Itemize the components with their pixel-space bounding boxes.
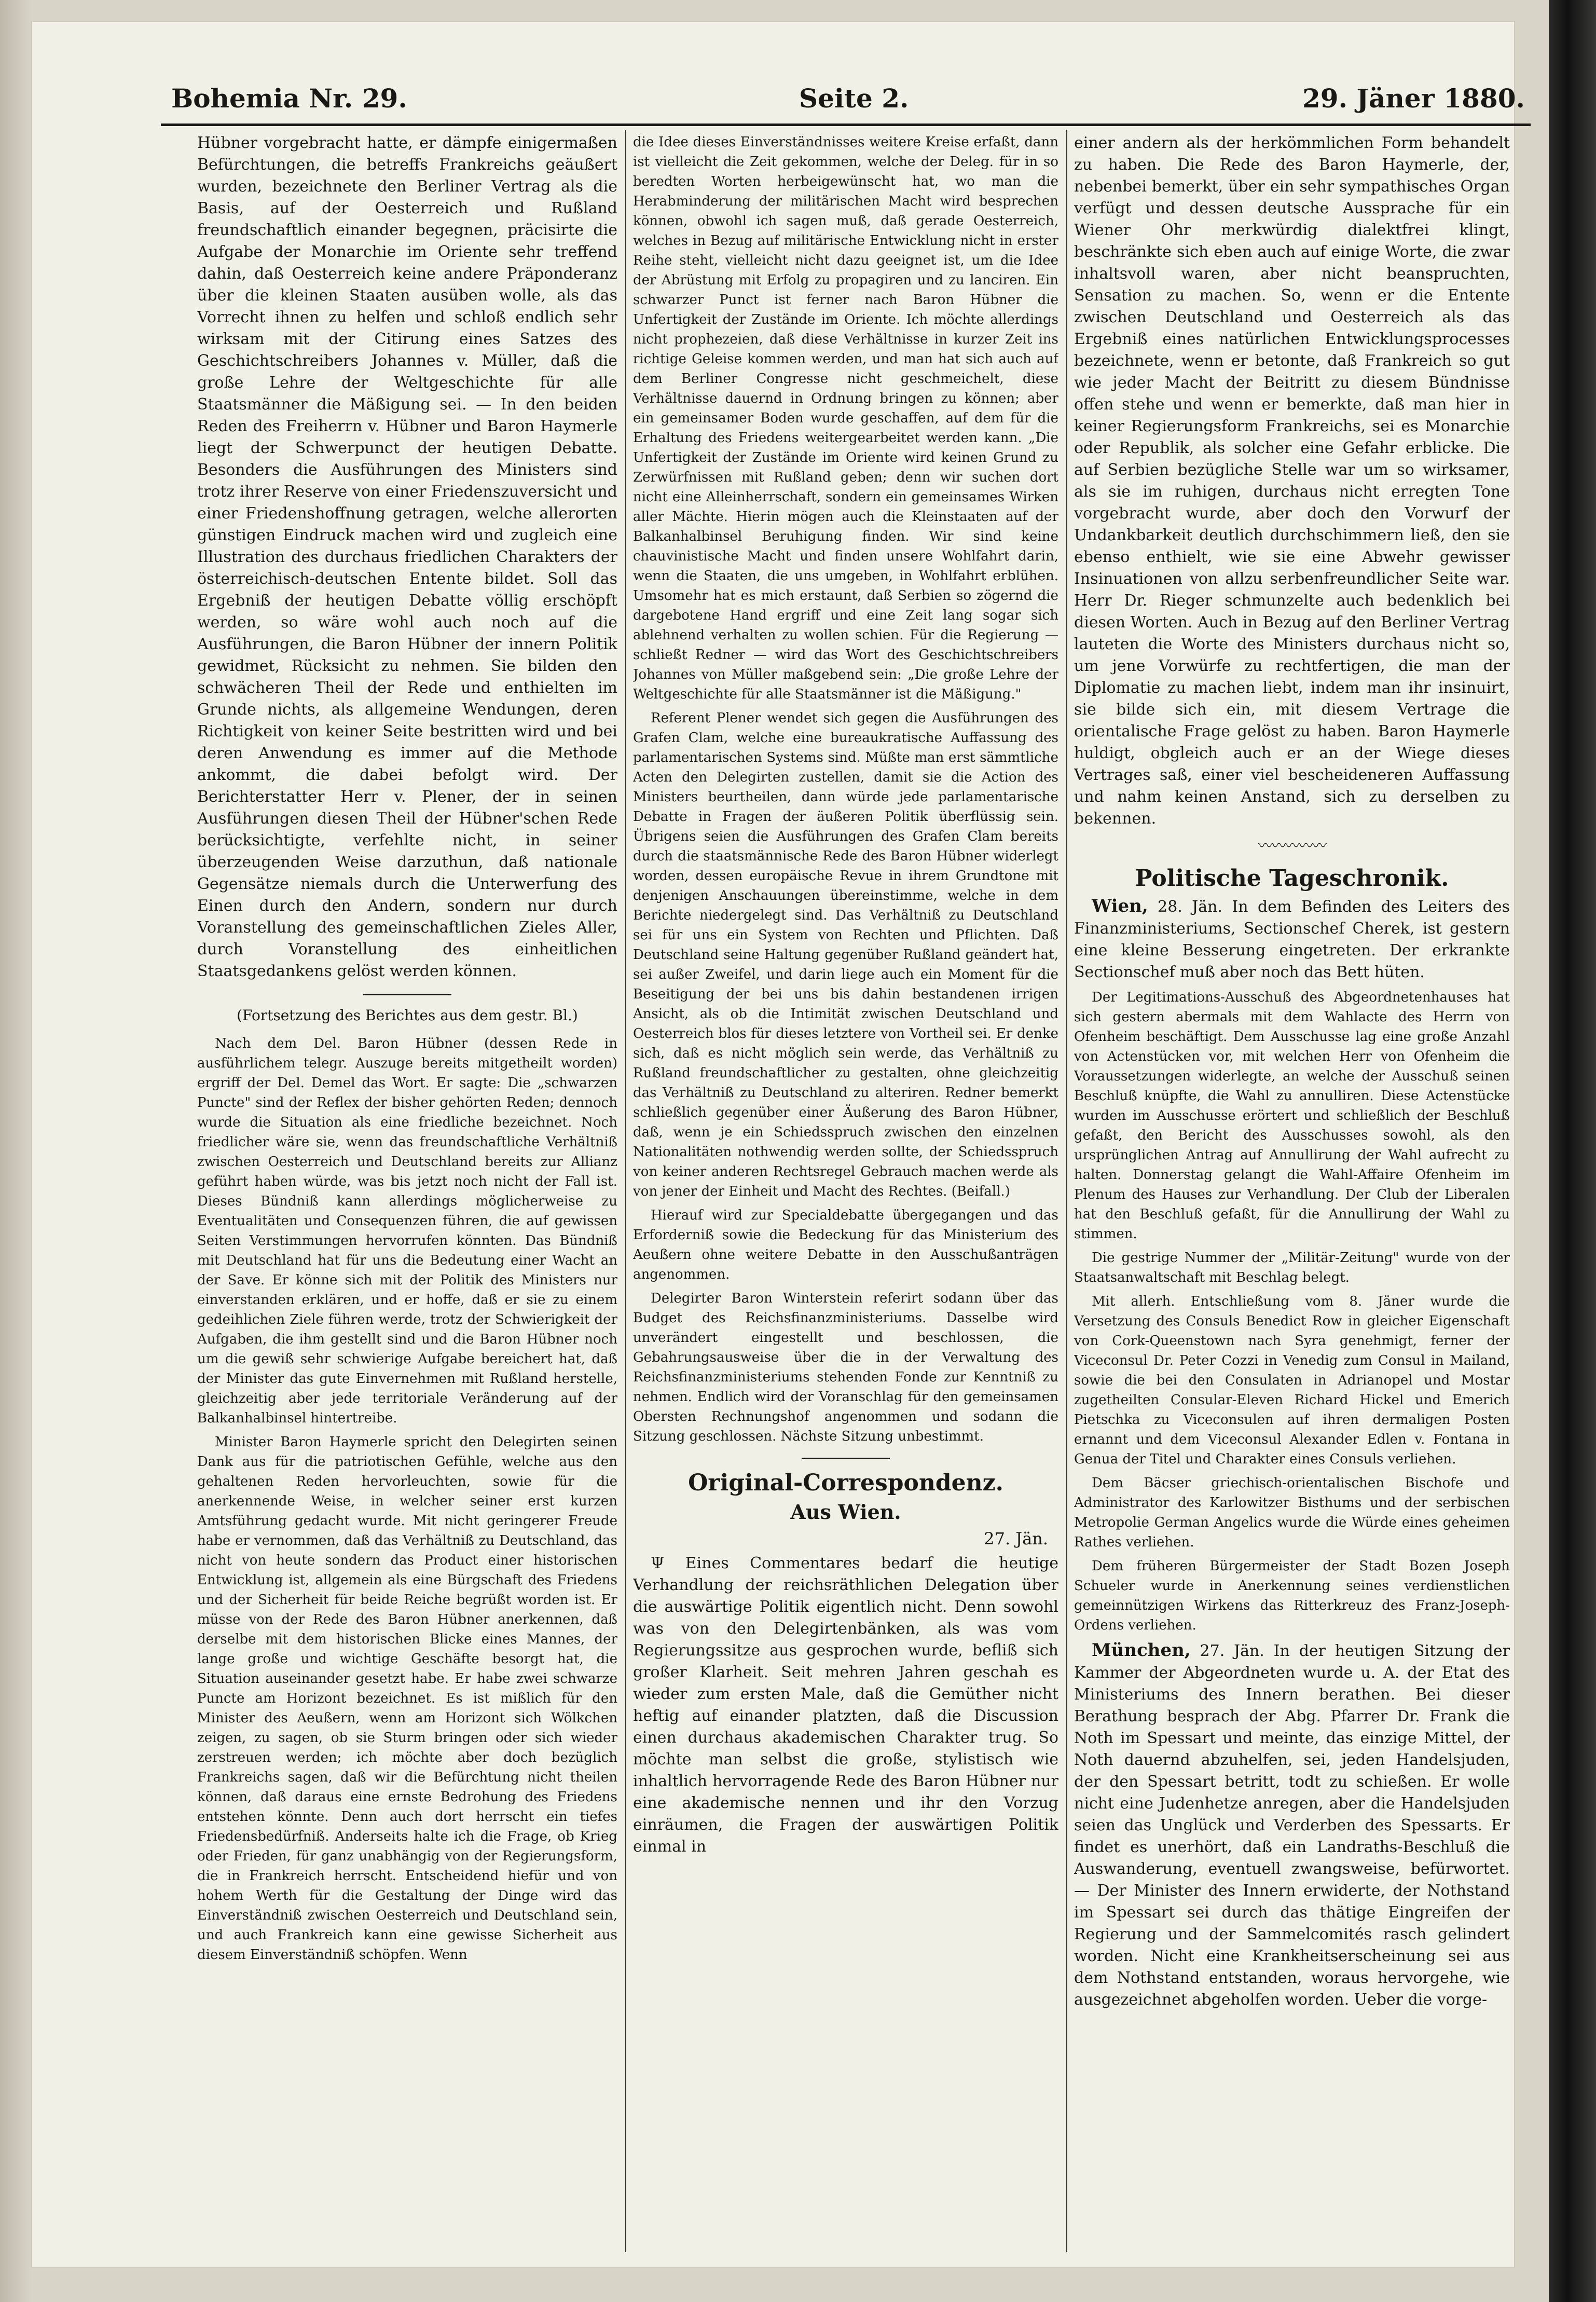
col3-paragraph-3: Der Legitimations-Ausschuß des Abgeordnetenhauses hat sich gestern abermals mit dem Wahlacte des Herrn von Ofenheim beschäftigt. Dem Ausschusse lag eine große Anzahl von Actenstücken vor, mit welchen Herr von Ofenheim die Voraussetzungen widerlegte, an welche der Ausschuß seinen Beschluß knüpfte, die Wahl zu annulliren. Diese Actenstücke wurden im Ausschusse erörtert und schließlich der Beschluß gefaßt, den Bericht des Ausschusses sowohl, als den ursprünglichen Antrag auf Annullirung der Wahl aufrecht zu halten. Donnerstag gelangt die Wahl-Affaire Ofenheim im Plenum des Hauses zur Verhandlung. Der Club der Liberalen hat den Beschluß gefaßt, für die Annullirung der Wahl zu stimmen. — [1074, 990, 1510, 1242]
newspaper-page — [31, 21, 1525, 2268]
separator-rule — [363, 994, 451, 995]
col3-paragraph-2 — [1074, 895, 1510, 983]
col2-paragraph-5: Ψ Eines Commentares bedarf die heutige Verhandlung der reichsräthlichen Delegation über die auswärtige Politik eigentlich nicht. Denn sowohl was von den Delegirtenbänken, als was vom Regierungssitze aus gesprochen wurde, befliß sich großer Klarheit. Seit mehren Jahren geschah es wieder zum ersten Male, daß die Gemüther nicht heftig auf einander platzten, daß die Discussion einen durchaus akademischen Charakter trug. So möchte man selbst die große, stylistisch wie inhaltlich hervorragende Rede des Baron Hübner nur eine akademische nennen und ihr den Vorzug einräumen, die Fragen der auswärtigen Politik einmal in — [633, 1554, 1058, 1856]
col3-paragraph-7: Dem früheren Bürgermeister der Stadt Bozen Joseph Schueler wurde in Anerkennung seines verdienstlichen gemeinnützigen Wirkens das Ritterkreuz des Franz-Joseph-Ordens verliehen. — [1074, 1558, 1510, 1633]
col3-paragraph-8 — [1074, 1639, 1510, 2011]
col1-paragraph-2: Nach dem Del. Baron Hübner (dessen Rede in ausführlichem telegr. Auszuge bereits mitgetheilt worden) ergriff der Del. Demel das Wort. Er sagte: Die „schwarzen Puncte" sind der Reflex der bisher gehörten Reden; dennoch wurde die Situation als eine friedliche bezeichnet. Noch friedlicher wäre sie, wenn das freundschaftliche Verhältniß zwischen Oesterreich und Deutschland bereits zur Allianz geführt haben würde, was bis jetzt noch nicht der Fall ist. Dieses Bündniß kann allerdings möglicherweise zu Eventualitäten und Consequenzen führen, die auf gewissen Seiten Verstimmungen hervorrufen könnten. Das Bündniß mit Deutschland hat für uns die Bedeutung einer Wacht an der Save. Er könne sich mit der Politik des Ministers nur einverstanden erklären, und er hoffe, daß er sie zu einem gedeihlichen Ziele führen werde, trotz der Schwierigkeit der Aufgaben, die ihm gestellt sind und die Baron Hübner noch um die gewiß sehr schwierige Aufgabe bereichert hat, daß der Minister das gute Einvernehmen mit Rußland herstelle, gleichzeitig aber jede territoriale Veränderung auf der Balkanhalbinsel hintertreibe. — [197, 1036, 617, 1426]
column-1 — [197, 132, 617, 2250]
column-rule-1 — [625, 130, 626, 2252]
col3-paragraph-2-text: 28. Jän. In dem Befinden des Leiters des Finanzministeriums, Sectionschef Cherek, ist gestern eine kleine Besserung eingetreten. Der erkrankte Sectionschef muß aber noch das Bett hüten. — [1074, 898, 1510, 981]
issue-date: 29. Jäner 1880. — [1302, 83, 1525, 114]
place-vienna: Wien, — [1092, 896, 1148, 916]
scan-left-shadow — [0, 0, 31, 2302]
col2-paragraph-3: Hierauf wird zur Specialdebatte übergegangen und das Erforderniß sowie die Bedeckung für das Ministerium des Aeußern ohne weitere Debatte in den Ausschußanträgen angenommen. — [633, 1208, 1058, 1282]
col2-paragraph-1: die Idee dieses Einverständnisses weitere Kreise erfaßt, dann ist vielleicht die Zeit gekommen, welche der Deleg. für in so beredten Worten herbeigewünscht hat, wo man die Herabminderung der militärischen Macht wird besprechen können, obwohl ich sagen muß, daß gerade Oesterreich, welches in Bezug auf militärische Entwicklung nicht in erster Reihe steht, vielleicht nicht dazu geeignet ist, um die Idee der Abrüstung mit Erfolg zu propagiren und zu lanciren. Ein schwarzer Punct ist ferner nach Baron Hübner die Unfertigkeit der Zustände im Oriente. Ich möchte allerdings nicht prophezeien, daß diese Verhältnisse in kurzer Zeit ins richtige Geleise kommen werden, und man hat sich auch auf dem Berliner Congresse nicht geschmeichelt, diese Verhältnisse dauernd in Ordnung bringen zu können; aber ein gemeinsamer Boden wurde geschaffen, auf dem für die Erhaltung des Friedens weitergearbeitet werden kann. „Die Unfertigkeit der Zustände im Oriente wird keinen Grund zu Zerwürfnissen mit Rußland geben; denn wir suchen dort nicht eine Alleinherrschaft, sondern ein gemeinsames Wirken aller Mächte. Hierin mögen auch die Kleinstaaten auf der Balkanhalbinsel Beruhigung finden. Wir sind keine chauvinistische Macht und finden unsere Wohlfahrt darin, wenn die Staaten, die uns umgeben, in Wohlfahrt erblühen. Umsomehr hat es mich erstaunt, daß Serbien so zögernd die dargebotene Hand ergriff und eine Zeit lang sogar sich ablehnend verhalten zu wollen schien. Für die Regierung — schließt Redner — wird das Wort des Geschichtschreibers Johannes von Müller maßgebend sein: „Die große Lehre der Weltgeschichte für alle Staatsmänner ist die Mäßigung." — [633, 134, 1058, 702]
column-2 — [633, 132, 1058, 2250]
section-title-chronicle: Politische Tageschronik. — [1135, 865, 1449, 892]
col2-paragraph-2: Referent Plener wendet sich gegen die Ausführungen des Grafen Clam, welche eine bureaukratische Auffassung des parlamentarischen Systems sind. Müßte man erst sämmtliche Acten den Delegirten zustellen, damit sie die Action des Ministers beurtheilen, dann würde jede parlamentarische Debatte in Fragen der äußeren Politik überflüssig sein. Übrigens seien die Ausführungen des Grafen Clam bereits durch die staatsmännische Rede des Baron Hübner widerlegt worden, dessen europäische Revue in ihrem Grundtone mit denjenigen Anschauungen übereinstimme, welche in dem Berichte niedergelegt sind. Das Verhältniß zu Deutschland sei für uns ein System von Rechten und Pflichten. Daß Deutschland seine Haltung gegenüber Rußland geändert hat, sei außer Zweifel, und darin liege auch ein Moment für die Beseitigung der bei uns bis dahin bestandenen irrigen Ansicht, als ob die Intimität zwischen Deutschland und Oesterreich blos für dieses letztere von Vortheil sei. Er denke sich, daß es nicht möglich sein werde, das Verhältniß zu Rußland freundschaftlicher zu gestalten, ohne gleichzeitig das Verhältniß zu Deutschland zu alteriren. Redner bemerkt schließlich gegenüber einer Äußerung des Baron Hübner, daß, wenn je ein Schiedsspruch zwischen den einzelnen Nationalitäten nothwendig werden sollte, der Schiedsspruch von keiner anderen Rechtsregel Gebrauch machen werde als von jener der Einheit und Macht des Rechtes. (Beifall.) — [633, 710, 1058, 1199]
scan-right-border — [1549, 0, 1596, 2302]
header-rule — [161, 124, 1531, 126]
col2-paragraph-4: Delegirter Baron Winterstein referirt sodann über das Budget des Reichsfinanzministeriums. Dasselbe wird unverändert eingestellt und beschlossen, die Gebahrungsausweise über die in der Verwaltung des Reichsfinanzministeriums stehenden Fonde zur Kenntniß zu nehmen. Endlich wird der Voranschlag für den gemeinsamen Obersten Rechnungshof angenommen und sodann die Sitzung geschlossen. Nächste Sitzung unbestimmt. — [633, 1291, 1058, 1444]
column-3 — [1074, 132, 1510, 2250]
col3-paragraph-4: Die gestrige Nummer der „Militär-Zeitung" wurde von der Staatsanwaltschaft mit Beschlag belegt. — [1074, 1250, 1510, 1285]
col1-paragraph-3: Minister Baron Haymerle spricht den Delegirten seinen Dank aus für die patriotischen Gefühle, welche aus den gehaltenen Reden hervorleuchten, sowie für die anerkennende Weise, in welcher seiner erst kurzen Amtsführung gedacht wurde. Mit nicht geringerer Freude habe er vernommen, daß das Verhältniß zu Deutschland, das nicht von heute sondern das Product einer historischen Entwicklung ist, allgemein als eine Bürgschaft des Friedens und der Sicherheit für beide Reiche begrüßt worden ist. Er müsse von der Rede des Baron Hübner anerkennen, daß derselbe mit dem historischen Blicke eines Mannes, der lange große und wichtige Geschäfte besorgt hat, die Situation auseinander gesetzt habe. Er habe zwei schwarze Puncte am Horizont bezeichnet. Es ist mißlich für den Minister des Aeußern, wenn am Horizont sich Wölkchen zeigen, zu sagen, ob sie Sturm bringen oder sich wieder zerstreuen werden; ich möchte aber doch bezüglich Frankreichs sagen, daß wir die Befürchtung nicht theilen können, daß daraus eine ernste Bedrohung des Friedens entstehen könnte. Denn auch dort herrscht ein tiefes Friedensbedürfniß. Anderseits halte ich die Frage, ob Krieg oder Frieden, für ganz unabhängig von der Regierungsform, die in Frankreich herrscht. Entscheidend hiefür und von hohem Werth für die Gestaltung der Dinge wird das Einverständniß zwischen Oesterreich und Deutschland sein, und auch Frankreich kann eine gewisse Sicherheit aus diesem Einverständniß schöpfen. Wenn — [197, 1434, 617, 1963]
place-munich: München, — [1092, 1640, 1191, 1661]
col3-paragraph-6: Dem Bäcser griechisch-orientalischen Bischofe und Administrator des Karlowitzer Bisthums und der serbischen Metropolie German Angelics wurde die Würde eines geheimen Rathes verliehen. — [1074, 1475, 1510, 1550]
wave-separator: 〰〰〰〰〰 — [1258, 837, 1326, 854]
continuation-note: (Fortsetzung des Berichtes aus dem gestr. Bl.) — [237, 1007, 578, 1024]
col3-paragraph-1: einer andern als der herkömmlichen Form behandelt zu haben. Die Rede des Baron Haymerle, der, nebenbei bemerkt, über ein sehr sympathisches Organ verfügt und dessen deutsche Aussprache für ein Wiener Ohr merkwürdig dialektfrei klingt, beschränkte sich eben auch auf einige Worte, die zwar inhaltsvoll waren, aber nicht beanspruchten, Sensation zu machen. So, wenn er die Entente zwischen Deutschland und Oesterreich als das Ergebniß eines natürlichen Entwicklungsprocesses bezeichnete, wenn er betonte, daß Frankreich so gut wie jeder Macht der Beitritt zu diesem Bündnisse offen stehe und wenn er bemerkte, daß man hier in keiner Regierungsform Frankreichs, sei es Monarchie oder Republik, als solcher eine Gefahr erblicke. Die auf Serbien bezügliche Stelle war um so wirksamer, als sie im ruhigen, durchaus nicht erregten Tone vorgebracht wurde, aber doch den Vorwurf der Undankbarkeit deutlich durchschimmern ließ, den sie ebenso enthielt, wie sie eine Abwehr gewisser Insinuationen von allzu serbenfreundlicher Seite war. Herr Dr. Rieger schmunzelte auch bedenklich bei diesen Worten. Auch in Bezug auf den Berliner Vertrag lauteten die Worte des Ministers durchaus nicht so, um jene Vorwürfe zu rechtfertigen, die man der Diplomatie zu machen liebt, indem man ihr insinuirt, sie bilde sich ein, mit diesem Vertrage die orientalische Frage gelöst zu haben. Baron Haymerle huldigt, obgleich auch er an der Wiege dieses Vertrages saß, einer viel bescheideneren Auffassung und nahm keinen Anstand, sich zu derselben zu bekennen. — [1074, 134, 1510, 828]
dateline: 27. Jän. — [984, 1529, 1048, 1549]
col3-paragraph-5: Mit allerh. Entschließung vom 8. Jäner wurde die Versetzung des Consuls Benedict Row in gleicher Eigenschaft von Cork-Queenstown nach Syra genehmigt, ferner der Viceconsul Dr. Peter Cozzi in Venedig zum Consul in Mailand, sowie die bei den Consulaten in Adrianopel und Mostar zugetheilten Consular-Eleven Richard Hickel und Emerich Pietschka zu Viceconsulen auf ihren dermaligen Posten ernannt und dem Viceconsul Alexander Edlen v. Fontana in Genua der Titel und Charakter eines Consuls verliehen. — [1074, 1294, 1510, 1467]
section-subtitle-vienna: Aus Wien. — [790, 1500, 901, 1524]
page-header — [31, 78, 1525, 125]
page-number: Seite 2. — [799, 83, 909, 114]
separator-rule — [802, 1458, 890, 1459]
section-title-correspondence: Original-Correspondenz. — [688, 1470, 1003, 1496]
col1-paragraph-1: Hübner vorgebracht hatte, er dämpfe einigermaßen Befürchtungen, die betreffs Frankreichs geäußert wurden, bezeichnete den Berliner Vertrag als die Basis, auf der Oesterreich und Rußland freundschaftlich einander begegnen, präcisirte die Aufgabe der Monarchie im Oriente sehr treffend dahin, daß Oesterreich keine andere Präponderanz über die kleinen Staaten ausüben wolle, als das Vorrecht ihnen zu helfen und schloß endlich sehr wirksam mit der Citirung eines Satzes des Geschichtschreibers Johannes v. Müller, daß die große Lehre der Weltgeschichte für alle Staatsmänner die Mäßigung sei. — In den beiden Reden des Freiherrn v. Hübner und Baron Haymerle liegt der Schwerpunct der heutigen Debatte. Besonders die Ausführungen des Ministers sind trotz ihrer Reserve von einer Friedenszuversicht und einer Friedenshoffnung getragen, welche allerorten günstigen Eindruck machen wird und zugleich eine Illustration des durchaus friedlichen Charakters der österreichisch-deutschen Entente bildet. Soll das Ergebniß der heutigen Debatte völlig erschöpft werden, so wäre wohl auch noch auf die Ausführungen, die Baron Hübner der innern Politik gewidmet, Rücksicht zu nehmen. Sie bilden den schwächeren Theil der Rede und enthielten im Grunde nichts, als allgemeine Wendungen, deren Richtigkeit von keiner Seite bestritten wird und bei deren Anwendung es immer auf die Methode ankommt, die dabei befolgt wird. Der Berichterstatter Herr v. Plener, der in seinen Ausführungen diesen Theil der Hübner'schen Rede berücksichtigte, verfehlte nicht, in seiner überzeugenden Weise darzuthun, daß nationale Gegensätze niemals durch die Unterwerfung des Einen durch den Andern, sondern nur durch Voranstellung des gemeinschaftlichen Zieles Aller, durch Voranstellung des einheitlichen Staatsgedankens gelöst werden können. — [197, 134, 617, 980]
masthead-issue: Bohemia Nr. 29. — [171, 83, 407, 114]
column-rule-2 — [1066, 130, 1067, 2252]
col3-paragraph-8-text: 27. Jän. In der heutigen Sitzung der Kammer der Abgeordneten wurde u. A. der Etat des Ministeriums des Innern berathen. Bei dieser Berathung besprach der Abg. Pfarrer Dr. Frank die Noth im Spessart und meinte, das einzige Mittel, der Noth dauernd abzuhelfen, sei, jeden Handelsjuden, der den Spessart betritt, todt zu schießen. Er wolle nicht eine Judenhetze anregen, aber die Handelsjuden seien das Unglück und Verderben des Spessarts. Er findet es unerhört, daß ein Landraths-Beschluß die Auswanderung, eventuell zwangsweise, befürwortet. — Der Minister des Innern erwiderte, der Nothstand im Spessart sei durch das thätige Eingreifen der Regierung und der Sammelcomités rasch gelindert worden. Nicht eine Krankheitserscheinung sei aus dem Nothstand entstanden, woraus hervorgehe, wie ausgezeichnet abgeholfen worden. Ueber die vorge- — [1074, 1642, 1510, 2009]
